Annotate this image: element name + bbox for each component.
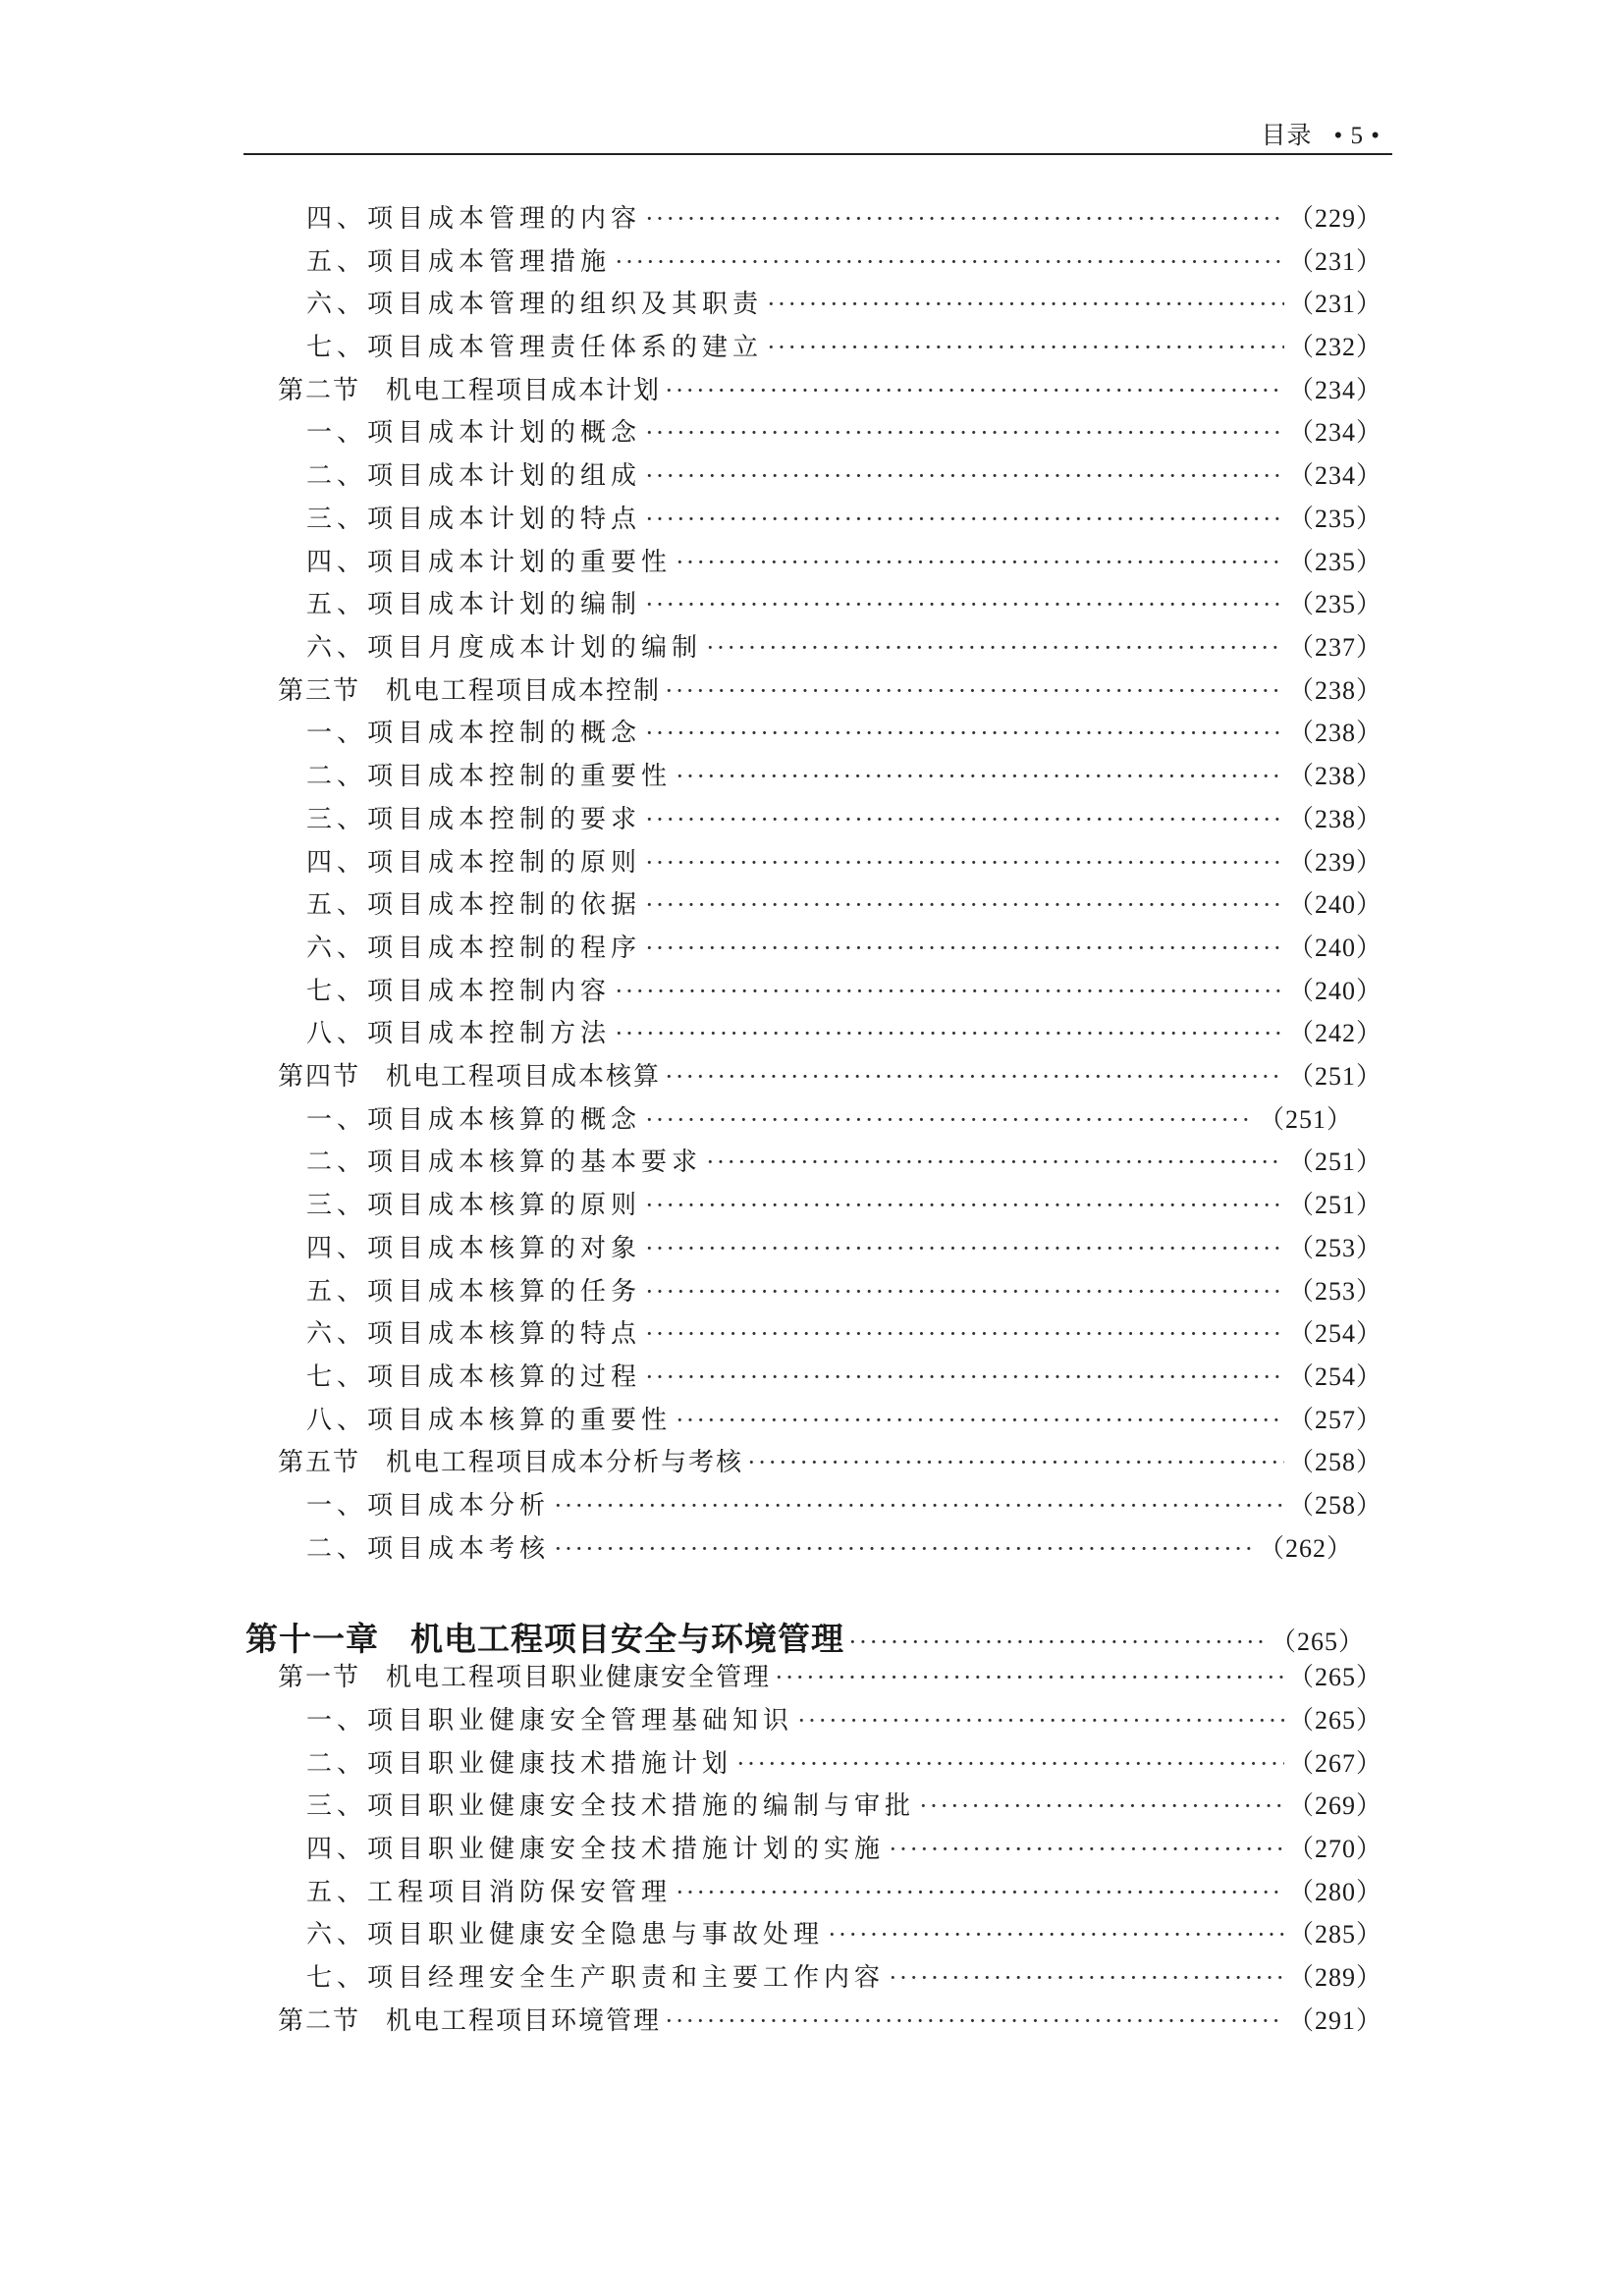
- toc-title: 三、项目成本核算的原则: [306, 1191, 642, 1220]
- toc-page-number: （229）: [1287, 204, 1382, 233]
- toc-title: 四、项目成本计划的重要性: [306, 548, 673, 577]
- toc-item: [306, 842, 1382, 881]
- toc-leader-dots: [645, 461, 1284, 491]
- running-head: [1261, 116, 1380, 151]
- toc-title: 四、项目成本控制的原则: [306, 848, 642, 878]
- toc-page-number: （258）: [1287, 1491, 1382, 1520]
- toc-title: 一、项目成本控制的概念: [306, 719, 642, 748]
- toc-title: 三、项目成本控制的要求: [306, 805, 642, 834]
- toc-leader-dots: [665, 2006, 1284, 2036]
- toc-leader-dots: [645, 505, 1284, 534]
- toc-page-number: （291）: [1287, 2006, 1382, 2035]
- toc-number: 第四节: [278, 1062, 361, 1092]
- toc-leader-dots: [645, 848, 1284, 878]
- toc-page-number: （251）: [1287, 1191, 1382, 1219]
- toc-item: [306, 1700, 1382, 1739]
- toc-title: [278, 1056, 661, 1093]
- toc-item: [306, 1271, 1382, 1310]
- toc-item: [306, 713, 1382, 752]
- toc-item: [306, 1228, 1382, 1267]
- toc-leader-dots: [889, 1835, 1284, 1864]
- toc-page-number: （251）: [1287, 1148, 1382, 1176]
- toc-leader-dots: [645, 1234, 1284, 1263]
- toc-page-number: （235）: [1287, 590, 1382, 618]
- toc-item: [306, 1099, 1353, 1139]
- toc-page-number: （262）: [1258, 1534, 1353, 1563]
- toc-title: 六、项目成本控制的程序: [306, 934, 642, 963]
- toc-leader-dots: [889, 1963, 1284, 1993]
- toc-item: [306, 542, 1382, 581]
- toc-title: [245, 1614, 844, 1660]
- toc-page-number: （265）: [1270, 1628, 1365, 1656]
- toc-page-number: （251）: [1258, 1105, 1353, 1134]
- toc-item: [306, 1400, 1382, 1439]
- toc-item: [306, 284, 1382, 323]
- toc-leader-dots: [676, 1878, 1284, 1907]
- toc-leader-dots: [645, 805, 1284, 834]
- toc-title: 四、项目职业健康安全技术措施计划的实施: [306, 1835, 886, 1864]
- toc-leader-dots: [645, 590, 1284, 619]
- toc-item: [306, 1872, 1382, 1911]
- toc-title: 三、项目成本计划的特点: [306, 505, 642, 534]
- toc-title: 一、项目成本计划的概念: [306, 418, 642, 448]
- toc-item: [306, 799, 1382, 838]
- toc-leader-dots: [615, 1019, 1284, 1048]
- toc-item: [306, 241, 1382, 281]
- toc-title: 一、项目职业健康安全管理基础知识: [306, 1706, 794, 1735]
- toc-title: 五、项目成本计划的编制: [306, 590, 642, 619]
- toc-page-number: （235）: [1287, 505, 1382, 533]
- toc-title: 六、项目成本核算的特点: [306, 1319, 642, 1349]
- toc-title: 四、项目成本管理的内容: [306, 204, 642, 234]
- toc-title: 五、项目成本控制的依据: [306, 890, 642, 920]
- toc-title: 二、项目成本控制的重要性: [306, 762, 673, 791]
- toc-title: 三、项目职业健康安全技术措施的编制与审批: [306, 1791, 916, 1821]
- toc-page-number: （258）: [1287, 1448, 1382, 1476]
- toc-page-number: （235）: [1287, 548, 1382, 576]
- toc-title: 七、项目经理安全生产职责和主要工作内容: [306, 1963, 886, 1993]
- toc-page-number: （238）: [1287, 676, 1382, 705]
- toc-leader-dots: [676, 548, 1284, 577]
- toc-page-number: （240）: [1287, 977, 1382, 1005]
- toc-leader-dots: [706, 1148, 1284, 1177]
- toc-leader-dots: [645, 418, 1284, 448]
- toc-item: [306, 1743, 1382, 1783]
- toc-page-number: （285）: [1287, 1920, 1382, 1949]
- toc-page-number: （242）: [1287, 1019, 1382, 1047]
- toc-leader-dots: [554, 1534, 1255, 1564]
- toc-leader-dots: [645, 1362, 1284, 1392]
- toc-leader-dots: [645, 1319, 1284, 1349]
- toc-item: [306, 455, 1382, 495]
- toc-number: 第五节: [278, 1448, 361, 1477]
- toc-page-number: （234）: [1287, 461, 1382, 490]
- toc-chapter: [245, 1614, 1365, 1658]
- toc-leader-dots: [919, 1791, 1284, 1821]
- toc-item: [306, 928, 1382, 967]
- toc-item: [306, 1485, 1382, 1524]
- toc-title: 六、项目月度成本计划的编制: [306, 633, 703, 663]
- page-number: • 5 •: [1333, 123, 1380, 149]
- toc-leader-dots: [676, 762, 1284, 791]
- toc-page-number: （238）: [1287, 719, 1382, 747]
- toc-item: [306, 1185, 1382, 1224]
- toc-leader-dots: [645, 719, 1284, 748]
- toc-leader-dots: [615, 977, 1284, 1006]
- toc-item: [306, 1528, 1353, 1568]
- toc-number: 第三节: [278, 676, 361, 706]
- toc-title: 一、项目成本分析: [306, 1491, 551, 1521]
- toc-item: [306, 1313, 1382, 1353]
- toc-page-number: （238）: [1287, 805, 1382, 833]
- toc-item: [306, 1013, 1382, 1052]
- toc-page-number: （234）: [1287, 418, 1382, 447]
- toc-page-number: （269）: [1287, 1791, 1382, 1820]
- toc-title: 五、项目成本核算的任务: [306, 1277, 642, 1307]
- toc-page-number: （254）: [1287, 1362, 1382, 1391]
- toc-leader-dots: [645, 204, 1284, 234]
- toc-section: [278, 670, 1382, 710]
- toc-page-number: （265）: [1287, 1706, 1382, 1735]
- toc-title: [278, 370, 661, 406]
- toc-item: [306, 198, 1382, 238]
- toc-page-number: （231）: [1287, 290, 1382, 318]
- toc-title: 七、项目成本管理责任体系的建立: [306, 333, 764, 362]
- toc-leader-dots: [645, 890, 1284, 920]
- toc-title: 一、项目成本核算的概念: [306, 1105, 642, 1135]
- toc-leader-dots: [645, 1277, 1284, 1307]
- toc-page-number: （254）: [1287, 1319, 1382, 1348]
- toc-text: 机电工程项目成本核算: [386, 1062, 662, 1092]
- toc-title: [278, 1657, 771, 1693]
- toc-item: [306, 1957, 1382, 1997]
- toc-leader-dots: [665, 676, 1284, 706]
- toc-title: 二、项目职业健康技术措施计划: [306, 1749, 733, 1779]
- toc-number: 第一节: [278, 1663, 361, 1692]
- toc-section: [278, 1442, 1382, 1481]
- toc-leader-dots: [828, 1920, 1284, 1949]
- toc-item: [306, 756, 1382, 795]
- toc-title: 六、项目职业健康安全隐患与事故处理: [306, 1920, 825, 1949]
- page-header: [244, 116, 1392, 155]
- toc-item: [306, 584, 1382, 623]
- toc-page-number: （267）: [1287, 1749, 1382, 1778]
- toc-leader-dots: [797, 1706, 1284, 1735]
- toc-title: 七、项目成本控制内容: [306, 977, 612, 1006]
- toc-leader-dots: [665, 1062, 1284, 1092]
- toc-item: [306, 1357, 1382, 1396]
- toc-title: 二、项目成本计划的组成: [306, 461, 642, 491]
- toc-item: [306, 627, 1382, 667]
- toc-leader-dots: [747, 1448, 1284, 1477]
- toc-section: [278, 1056, 1382, 1095]
- toc-leader-dots: [767, 333, 1284, 362]
- toc-page-number: （257）: [1287, 1406, 1382, 1434]
- toc-text: 机电工程项目安全与环境管理: [410, 1620, 844, 1658]
- toc-title: 六、项目成本管理的组织及其职责: [306, 290, 764, 319]
- toc-title: 七、项目成本核算的过程: [306, 1362, 642, 1392]
- toc-item: [306, 1786, 1382, 1825]
- toc-leader-dots: [665, 376, 1284, 405]
- toc-title: [278, 2001, 661, 2037]
- toc-leader-dots: [706, 633, 1284, 663]
- toc-title: [278, 670, 661, 707]
- toc-leader-dots: [645, 1191, 1284, 1220]
- toc-page-number: （253）: [1287, 1234, 1382, 1262]
- toc-text: 机电工程项目职业健康安全管理: [386, 1663, 772, 1692]
- toc-page-number: （231）: [1287, 247, 1382, 276]
- toc-number: 第二节: [278, 2006, 361, 2036]
- toc-leader-dots: [736, 1749, 1284, 1779]
- toc-item: [306, 884, 1382, 924]
- toc-section: [278, 2001, 1382, 2040]
- toc-item: [306, 1142, 1382, 1181]
- toc-page-number: （265）: [1287, 1663, 1382, 1691]
- toc-page-number: （270）: [1287, 1835, 1382, 1863]
- toc-page-number: （289）: [1287, 1963, 1382, 1992]
- toc-title: 五、工程项目消防保安管理: [306, 1878, 673, 1907]
- toc-page-number: （237）: [1287, 633, 1382, 662]
- toc-number: 第二节: [278, 376, 361, 405]
- toc-title: 五、项目成本管理措施: [306, 247, 612, 277]
- toc-page-number: （253）: [1287, 1277, 1382, 1306]
- toc-item: [306, 971, 1382, 1010]
- toc-text: 机电工程项目成本计划: [386, 376, 662, 405]
- toc-leader-dots: [645, 1105, 1255, 1135]
- toc-item: [306, 412, 1382, 452]
- toc-item: [306, 1829, 1382, 1868]
- toc-page-number: （239）: [1287, 848, 1382, 877]
- toc-title: 八、项目成本控制方法: [306, 1019, 612, 1048]
- toc-title: 二、项目成本核算的基本要求: [306, 1148, 703, 1177]
- toc-page-number: （238）: [1287, 762, 1382, 790]
- toc-item: [306, 499, 1382, 538]
- toc-section: [278, 370, 1382, 409]
- running-head-title: 目录: [1261, 121, 1313, 149]
- toc-page-number: （280）: [1287, 1878, 1382, 1906]
- toc-number: 第十一章: [245, 1620, 379, 1658]
- toc-page-number: （232）: [1287, 333, 1382, 361]
- toc-title: [278, 1442, 743, 1478]
- toc-leader-dots: [676, 1406, 1284, 1435]
- toc-leader-dots: [767, 290, 1284, 319]
- toc-item: [306, 327, 1382, 366]
- toc-text: 机电工程项目环境管理: [386, 2006, 662, 2036]
- toc-leader-dots: [775, 1663, 1284, 1692]
- toc-leader-dots: [554, 1491, 1284, 1521]
- toc-page-number: （251）: [1287, 1062, 1382, 1091]
- toc-title: 四、项目成本核算的对象: [306, 1234, 642, 1263]
- toc-section: [278, 1657, 1382, 1696]
- toc-page-number: （240）: [1287, 934, 1382, 962]
- toc-text: 机电工程项目成本控制: [386, 676, 662, 706]
- toc-page-number: （240）: [1287, 890, 1382, 919]
- toc-page-number: （234）: [1287, 376, 1382, 404]
- toc-title: 八、项目成本核算的重要性: [306, 1406, 673, 1435]
- toc-title: 二、项目成本考核: [306, 1534, 551, 1564]
- toc-leader-dots: [615, 247, 1284, 277]
- toc-leader-dots: [848, 1628, 1267, 1657]
- toc-item: [306, 1914, 1382, 1953]
- toc-leader-dots: [645, 934, 1284, 963]
- toc-text: 机电工程项目成本分析与考核: [386, 1448, 744, 1477]
